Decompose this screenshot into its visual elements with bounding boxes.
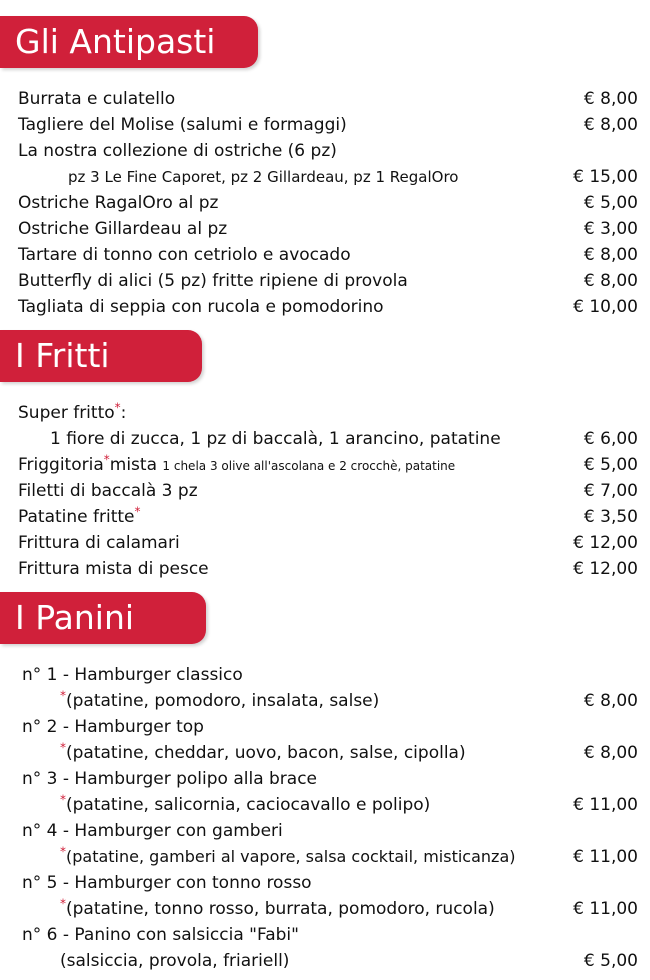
item-name <box>18 504 141 530</box>
item-price: € 8,00 <box>583 245 638 265</box>
item-price: € 11,00 <box>573 899 638 919</box>
item-name: Tartare di tonno con cetriolo e avocado <box>18 245 351 265</box>
asterisk-mark: * <box>60 844 66 859</box>
item-name: n° 1 - Hamburger classico <box>22 665 243 685</box>
item-price: € 15,00 <box>573 167 638 187</box>
item-name: n° 3 - Hamburger polipo alla brace <box>22 769 318 789</box>
asterisk-mark: * <box>134 504 141 519</box>
item-price: € 12,00 <box>573 533 638 553</box>
item-price: € 3,00 <box>583 219 638 239</box>
asterisk-mark: * <box>60 896 66 911</box>
item-price: € 5,00 <box>583 455 638 475</box>
menu-item <box>0 190 650 216</box>
item-price: € 11,00 <box>573 847 638 867</box>
item-name: La nostra collezione di ostriche (6 pz) <box>18 141 337 161</box>
menu-item <box>0 478 650 504</box>
item-name: Butterfly di alici (5 pz) fritte ripiene di provola <box>18 271 408 291</box>
item-name <box>60 792 430 818</box>
menu-item <box>0 400 650 426</box>
item-price: € 11,00 <box>573 795 638 815</box>
section-title-antipasti: Gli Antipasti <box>15 22 216 61</box>
item-name: (salsiccia, provola, friariell) <box>60 951 290 971</box>
item-name-text: (patatine, gamberi al vapore, salsa cocktail, misticanza) <box>66 847 516 866</box>
menu-item <box>0 268 650 294</box>
asterisk-mark: * <box>60 740 66 755</box>
item-name-text: (patatine, cheddar, uovo, bacon, salse, cipolla) <box>66 743 466 763</box>
item-name <box>18 400 126 426</box>
item-name-text: (patatine, salicornia, caciocavallo e polipo) <box>66 795 431 815</box>
menu-item <box>0 86 650 112</box>
item-name: pz 3 Le Fine Caporet, pz 2 Gillardeau, pz 1 RegalOro <box>68 168 459 186</box>
menu-item <box>0 242 650 268</box>
menu-item <box>0 948 650 974</box>
item-suffix: mista <box>109 455 157 475</box>
item-note: 1 chela 3 olive all'ascolana e 2 crocchè, patatine <box>162 459 456 473</box>
asterisk-mark: * <box>60 792 66 807</box>
item-name: Frittura di calamari <box>18 533 180 553</box>
menu-item <box>0 294 650 320</box>
item-name <box>60 896 495 922</box>
menu-item <box>0 766 650 792</box>
item-suffix: : <box>120 403 127 423</box>
section-header-antipasti <box>0 16 258 68</box>
item-name: Ostriche RagalOro al pz <box>18 193 219 213</box>
item-name: Tagliere del Molise (salumi e formaggi) <box>18 115 347 135</box>
item-name-text: Patatine fritte <box>18 507 135 527</box>
item-name: n° 6 - Panino con salsiccia "Fabi" <box>22 925 299 945</box>
item-name: Tagliata di seppia con rucola e pomodorino <box>18 297 384 317</box>
menu-item <box>0 922 650 948</box>
item-name: n° 4 - Hamburger con gamberi <box>22 821 283 841</box>
item-price: € 3,50 <box>583 507 638 527</box>
menu-item <box>0 792 650 818</box>
item-name: Filetti di baccalà 3 pz <box>18 481 198 501</box>
item-name: Burrata e culatello <box>18 89 176 109</box>
item-name: 1 fiore di zucca, 1 pz di baccalà, 1 arancino, patatine <box>50 429 501 449</box>
section-header-panini <box>0 592 206 644</box>
menu-item <box>0 844 650 870</box>
item-name <box>18 452 455 479</box>
item-name: Frittura mista di pesce <box>18 559 209 579</box>
menu-item <box>0 740 650 766</box>
menu-item <box>0 112 650 138</box>
item-name: n° 5 - Hamburger con tonno rosso <box>22 873 312 893</box>
item-price: € 5,00 <box>583 193 638 213</box>
menu-item <box>0 426 650 452</box>
item-price: € 7,00 <box>583 481 638 501</box>
item-name-text: Friggitoria <box>18 455 104 475</box>
menu-item <box>0 164 650 190</box>
item-price: € 8,00 <box>583 743 638 763</box>
item-name-text: Super fritto <box>18 403 115 423</box>
menu-item <box>0 714 650 740</box>
asterisk-mark: * <box>114 400 121 415</box>
section-header-fritti <box>0 330 202 382</box>
item-price: € 8,00 <box>583 271 638 291</box>
item-name <box>60 688 379 714</box>
item-price: € 5,00 <box>583 951 638 971</box>
menu-item <box>0 896 650 922</box>
item-price: € 8,00 <box>583 115 638 135</box>
item-name <box>60 844 515 870</box>
section-title-panini: I Panini <box>15 598 135 637</box>
menu-item <box>0 870 650 896</box>
menu-item <box>0 818 650 844</box>
item-name-text: (patatine, pomodoro, insalata, salse) <box>66 691 380 711</box>
menu-item <box>0 216 650 242</box>
item-name <box>60 740 466 766</box>
item-name-text: (patatine, tonno rosso, burrata, pomodoro, rucola) <box>66 899 495 919</box>
item-price: € 8,00 <box>583 89 638 109</box>
item-price: € 12,00 <box>573 559 638 579</box>
menu-item <box>0 688 650 714</box>
menu-item <box>0 452 650 478</box>
menu-item <box>0 662 650 688</box>
menu-item <box>0 530 650 556</box>
item-price: € 8,00 <box>583 691 638 711</box>
menu-item <box>0 138 650 164</box>
item-price: € 10,00 <box>573 297 638 317</box>
item-price: € 6,00 <box>583 429 638 449</box>
asterisk-mark: * <box>60 688 66 703</box>
item-name: n° 2 - Hamburger top <box>22 717 204 737</box>
asterisk-mark: * <box>103 452 110 467</box>
item-name: Ostriche Gillardeau al pz <box>18 219 228 239</box>
menu-item <box>0 504 650 530</box>
section-title-fritti: I Fritti <box>15 336 110 375</box>
menu-item <box>0 556 650 582</box>
